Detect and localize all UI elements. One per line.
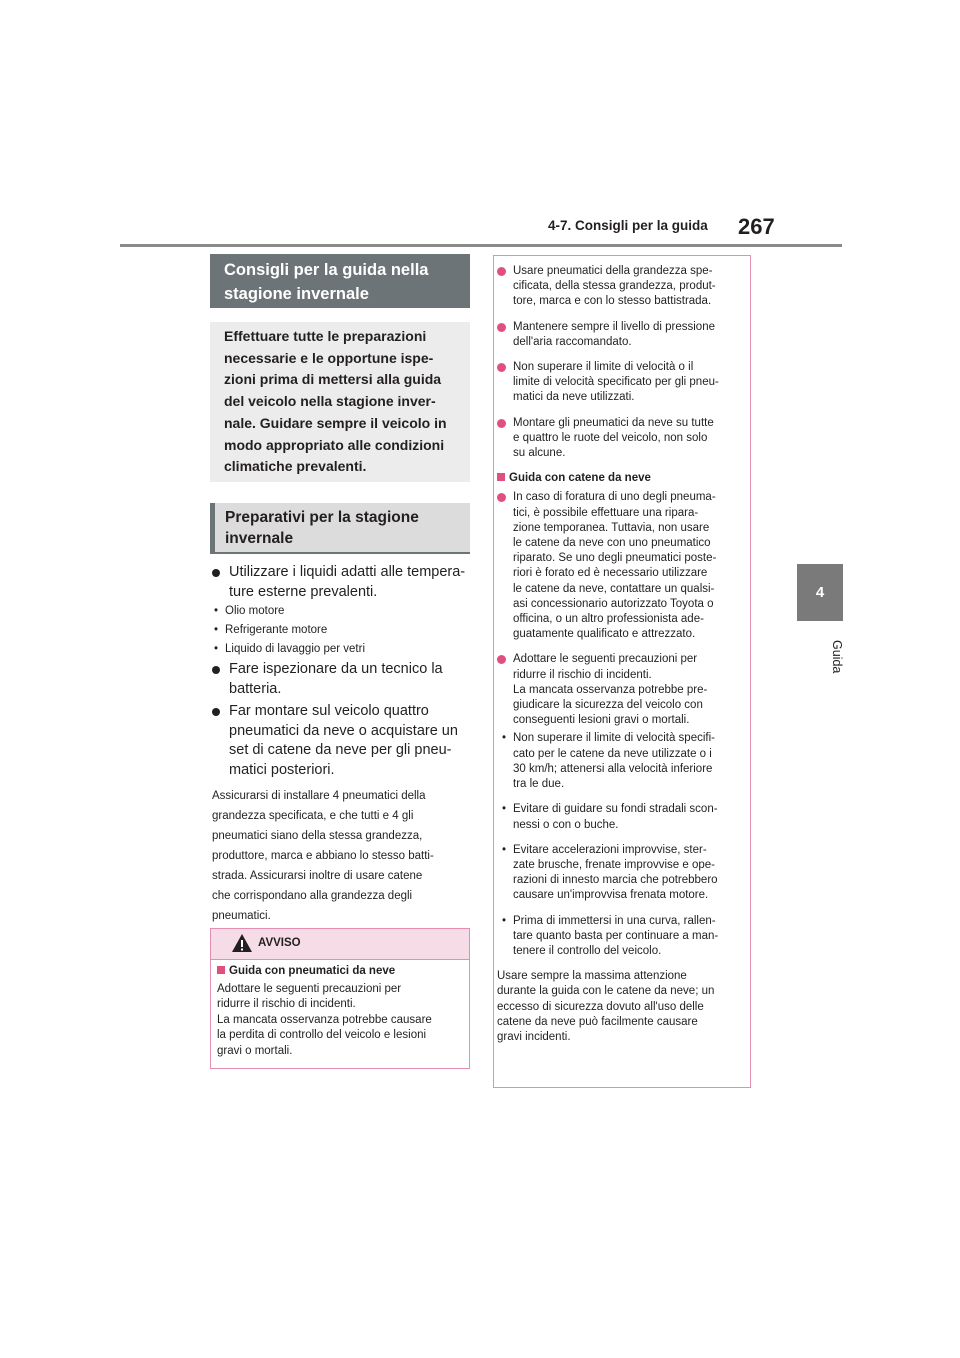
item-line: Non superare il limite di velocità o il [513,361,694,374]
item-line: riori è forato ed è necessario utilizzare [513,567,708,580]
list-item: • Evitare accelerazioni improvvise, ster- zate brusche, frenate improvvise e ope- razioni di innesto marcia che potrebbero causare un'improvvisa frenata motore. [497,843,742,904]
header-divider [120,244,842,247]
intro-line: necessarie e le opportune ispe- [224,349,434,366]
bullet-line: batteria. [229,680,282,697]
intro-line: modo appropriato alle condizioni [224,436,445,453]
paragraph-line: produttore, marca e abbiano lo stesso batti- [212,850,434,862]
paragraph-line: durante la guida con le catene da neve; un [497,985,715,998]
item-line: causare un'improvvisa frenata motore. [513,889,709,902]
list-item: • Refrigerante motore [214,624,328,636]
warning-line: Adottare le seguenti precauzioni per [217,982,402,995]
item-line: tenere il controllo del veicolo. [513,944,662,957]
list-item [497,490,742,642]
item-line: razioni di innesto marcia che potrebbero [513,874,718,887]
item-line: tore, marca e con lo stesso battistrada. [513,295,712,308]
intro-line: del veicolo nella stagione inver- [224,393,436,410]
warning-body [211,960,469,1059]
warning-line: La mancata osservanza potrebbe causare [217,1013,432,1026]
subitem-text: Olio motore [225,605,285,617]
bullet-snow-tires [212,702,472,780]
item-line: 30 km/h; attenersi alla velocità inferiore [513,762,713,775]
item-line: Prima di immettersi in una curva, rallen- [513,914,716,927]
warning-header [211,929,469,960]
caution-panel [493,255,751,1088]
warning-line: gravi o mortali. [217,1044,293,1057]
intro-box [210,322,470,482]
item-line: tici, è possibile effettuare una ripara- [513,506,699,519]
item-line: tare quanto basta per continuare a man- [513,929,719,942]
item-line: tra le due. [513,778,565,791]
item-line: Adottare le seguenti precauzioni per [513,653,698,666]
list-item [497,320,742,350]
item-line: Evitare di guidare su fondi stradali scon- [513,803,718,816]
item-line: zione temporanea. Tuttavia, non usare [513,521,710,534]
heading-line: invernale [225,530,294,547]
item-line: Montare gli pneumatici da neve su tutte [513,416,714,429]
subitem-text: Refrigerante motore [225,624,328,636]
intro-line: climatiche prevalenti. [224,458,367,475]
item-line: le catene da neve con uno pneumatico [513,537,711,550]
item-line: Non superare il limite di velocità specifi- [513,732,715,745]
paragraph-line: che corrispondano alla grandezza degli [212,890,413,902]
warning-heading-text: Guida con pneumatici da neve [229,965,396,977]
bullet-dot-icon [212,708,220,716]
page-number: 267 [738,214,775,239]
bullet-line: Fare ispezionare da un tecnico la [229,661,443,677]
item-line: In caso di foratura di uno degli pneuma- [513,491,716,504]
warning-heading [217,964,461,980]
warning-line: la perdita di controllo del veicolo e lesioni [217,1029,427,1041]
item-line: riparato. Se uno degli pneumatici poste- [513,552,717,565]
bullet-line: ture esterne prevalenti. [229,583,378,600]
heading-line: stagione invernale [224,285,369,303]
bullet-line: Far montare sul veicolo quattro [229,703,429,719]
list-item: • Non superare il limite di velocità specifi- cato per le catene da neve utilizzate o i 30 km/h; attenersi alla velocità inferiore tra le due. [497,731,742,792]
bullet-line: matici posteriori. [229,761,335,778]
item-line: guatamente qualificato e attrezzato. [513,628,696,641]
item-line: giudicare la sicurezza del veicolo con [513,699,703,712]
bullet-dot-icon [497,267,506,276]
section-heading-preparations [210,503,470,554]
heading-line: Preparativi per la stagione [225,509,419,526]
warning-box [210,928,470,1069]
item-line: Mantenere sempre il livello di pressione [513,320,715,333]
closing-paragraph [497,969,742,1045]
item-line: cificata, della stessa grandezza, produt- [513,280,716,293]
item-line: le catene da neve, contattare un qualsi- [513,582,715,595]
list-item [497,416,742,462]
item-line: La mancata osservanza potrebbe pre- [513,683,708,696]
item-line: Evitare accelerazioni improvvise, ster- [513,843,707,856]
item-line: cato per le catene da neve utilizzate o i [513,747,712,760]
bullet-line: pneumatici da neve o acquistare un [229,722,458,739]
intro-line: nale. Guidare sempre il veicolo in [224,414,447,431]
item-line: matici da neve utilizzati. [513,391,635,404]
chapter-tab[interactable]: 4 [797,564,843,621]
warning-triangle-icon [231,933,253,953]
intro-line: Effettuare tutte le preparazioni [224,328,427,344]
bullet-battery [212,660,472,699]
list-item: • Prima di immettersi in una curva, rallen- tare quanto basta per continuare a man- tenere il controllo del veicolo. [497,914,742,960]
list-item [497,264,742,310]
bullet-liquids [212,563,472,602]
paragraph-line: gravi incidenti. [497,1030,571,1043]
item-line: officina, o un altro professionista ade- [513,613,704,626]
paragraph-line: pneumatici. [212,910,271,922]
chains-heading [497,471,742,486]
item-line: ridurre il rischio di incidenti. [513,668,652,681]
bullet-line: set di catene da neve per gli pneu- [229,742,452,758]
bullet-dot-icon [497,323,506,332]
bullet-dot-icon [212,569,220,577]
item-line: e quattro le ruote del veicolo, non solo [513,431,708,444]
list-item: • Olio motore [214,605,285,617]
paragraph-line: pneumatici siano della stessa grandezza, [212,830,423,842]
chains-heading-text: Guida con catene da neve [509,472,651,485]
square-bullet-icon [497,473,505,481]
chapter-tab-label: Guida [830,640,844,674]
bullet-line: Utilizzare i liquidi adatti alle tempera- [229,564,466,580]
item-line: limite di velocità specificato per gli pneu- [513,376,719,389]
bullet-dot-icon [497,363,506,372]
bullet-dot-icon [497,419,506,428]
warning-line: ridurre il rischio di incidenti. [217,998,356,1010]
list-item: • Liquido di lavaggio per vetri [214,643,366,655]
bullet-dot-icon [212,666,220,674]
tire-paragraph [212,786,474,926]
warning-label: AVVISO [258,937,301,949]
paragraph-line: Usare sempre la massima attenzione [497,970,687,983]
paragraph-line: grandezza specificata, e che tutti e 4 gli [212,810,414,822]
list-item: • Evitare di guidare su fondi stradali scon- nessi o con o buche. [497,802,742,832]
square-bullet-icon [217,966,225,974]
paragraph-line: strada. Assicurarsi inoltre di usare catene [212,870,423,882]
section-title: 4-7. Consigli per la guida [548,218,708,233]
paragraph-line: eccesso di sicurezza dovuto all'uso delle [497,1000,704,1013]
heading-line: Consigli per la guida nella [224,261,429,279]
bullet-dot-icon [497,493,506,502]
item-line: Usare pneumatici della grandezza spe- [513,265,713,277]
item-line: asi concessionario autorizzato Toyota o [513,597,714,610]
item-line: nessi o con o buche. [513,818,619,831]
paragraph-line: Assicurarsi di installare 4 pneumatici della [212,790,426,802]
list-item [497,360,742,406]
item-line: dell'aria raccomandato. [513,335,632,348]
section-heading-winter [210,254,470,308]
intro-line: zioni prima di mettersi alla guida [224,371,442,388]
paragraph-line: catene da neve può facilmente causare [497,1015,698,1028]
subitem-text: Liquido di lavaggio per vetri [225,643,366,655]
item-line: conseguenti lesioni gravi o mortali. [513,714,690,727]
bullet-dot-icon [497,655,506,664]
item-line: zate brusche, frenate improvvise e ope- [513,858,715,871]
item-line: su alcune. [513,447,566,460]
list-item [497,652,742,728]
